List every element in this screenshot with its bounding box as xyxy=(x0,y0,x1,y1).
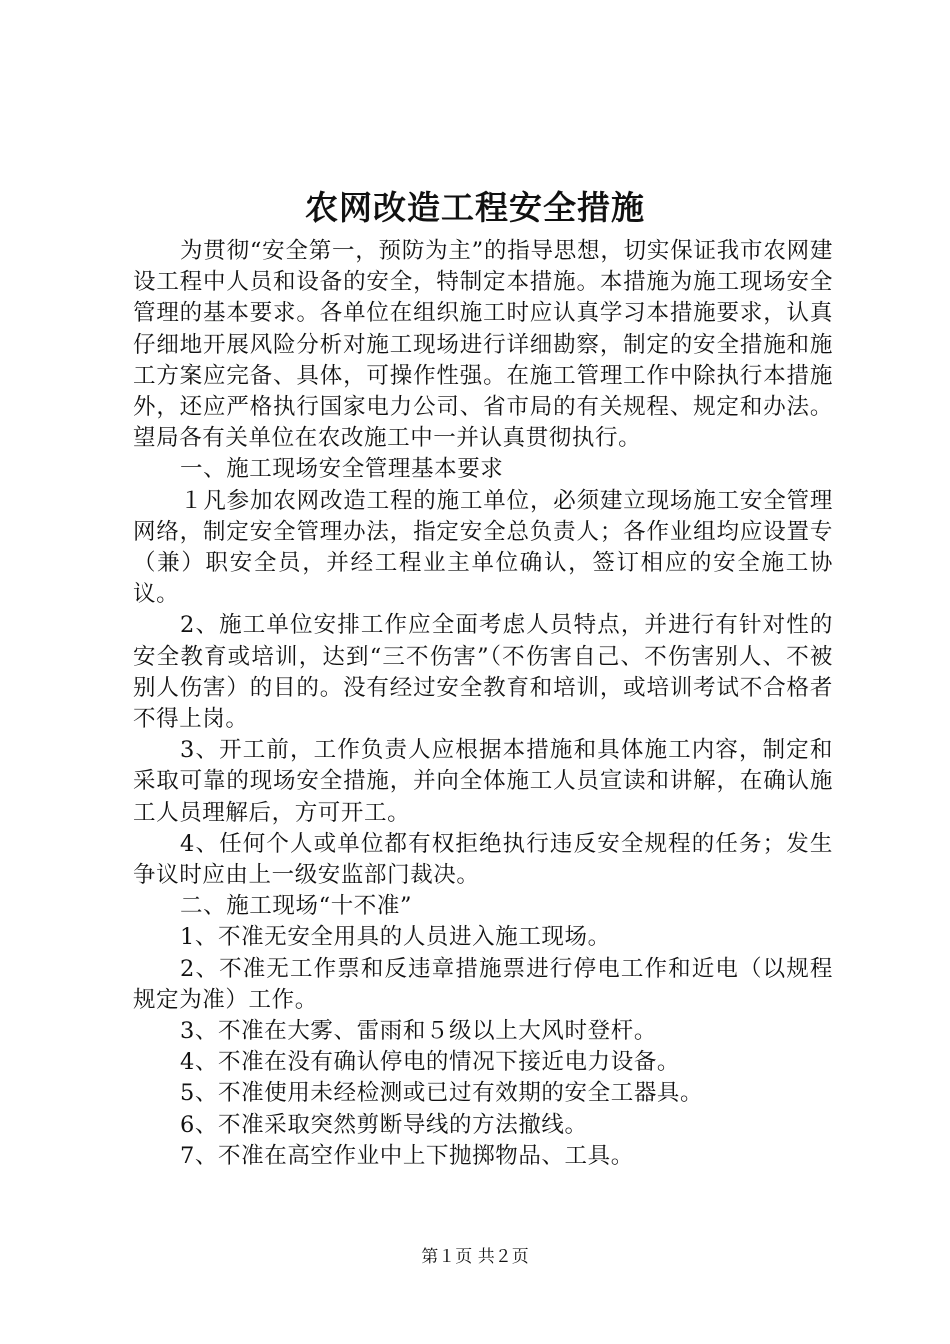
document-body xyxy=(133,236,833,1172)
section-heading-1: 一、施工现场安全管理基本要求 xyxy=(180,456,504,483)
list-item: 4、任何个人或单位都有权拒绝执行违反安全规程的任务；发生争议时应由上一级安监部门裁决。 xyxy=(133,830,833,889)
list-item: 7、不准在高空作业中上下抛掷物品、工具。 xyxy=(180,1142,634,1169)
list-item: １凡参加农网改造工程的施工单位，必须建立现场施工安全管理网络，制定安全管理办法，指定安全总负责人；各作业组均应设置专（兼）职安全员，并经工程业主单位确认，签订相应的安全施工协议。 xyxy=(133,487,833,608)
page-footer: 第１页 共２页 xyxy=(421,1247,529,1267)
document-title: 农网改造工程安全措施 xyxy=(305,188,645,227)
list-item: 6、不准采取突然剪断导线的方法撤线。 xyxy=(180,1111,588,1138)
list-item: 3、开工前，工作负责人应根据本措施和具体施工内容，制定和采取可靠的现场安全措施，并向全体施工人员宣读和讲解，在确认施工人员理解后，方可开工。 xyxy=(133,737,833,826)
section-heading-2: 二、施工现场“十不准” xyxy=(180,893,413,920)
list-item: 5、不准使用未经检测或已过有效期的安全工器具。 xyxy=(180,1080,704,1107)
list-item: 3、不准在大雾、雷雨和５级以上大风时登杆。 xyxy=(180,1018,657,1045)
list-item: 1、不准无安全用具的人员进入施工现场。 xyxy=(180,924,611,951)
list-item: 2、施工单位安排工作应全面考虑人员特点，并进行有针对性的安全教育或培训，达到“三不伤害”（不伤害自己、不伤害别人、不被别人伤害）的目的。没有经过安全教育和培训，或培训考试不合格者不得上岗。 xyxy=(133,612,833,733)
list-item: 4、不准在没有确认停电的情况下接近电力设备。 xyxy=(180,1049,681,1076)
list-item: 2、不准无工作票和反违章措施票进行停电工作和近电（以规程规定为准）工作。 xyxy=(133,955,833,1013)
intro-paragraph: 为贯彻“安全第一，预防为主”的指导思想，切实保证我市农网建设工程中人员和设备的安全，特制定本措施。本措施为施工现场安全管理的基本要求。各单位在组织施工时应认真学习本措施要求，认真仔细地开展风险分析对施工现场进行详细勘察，制定的安全措施和施工方案应完备、具体，可操作性强。在施工管理工作中除执行本措施外，还应严格执行国家电力公司、省市局的有关规程、规定和办法。望局各有关单位在农改施工中一并认真贯彻执行。 xyxy=(133,238,833,452)
